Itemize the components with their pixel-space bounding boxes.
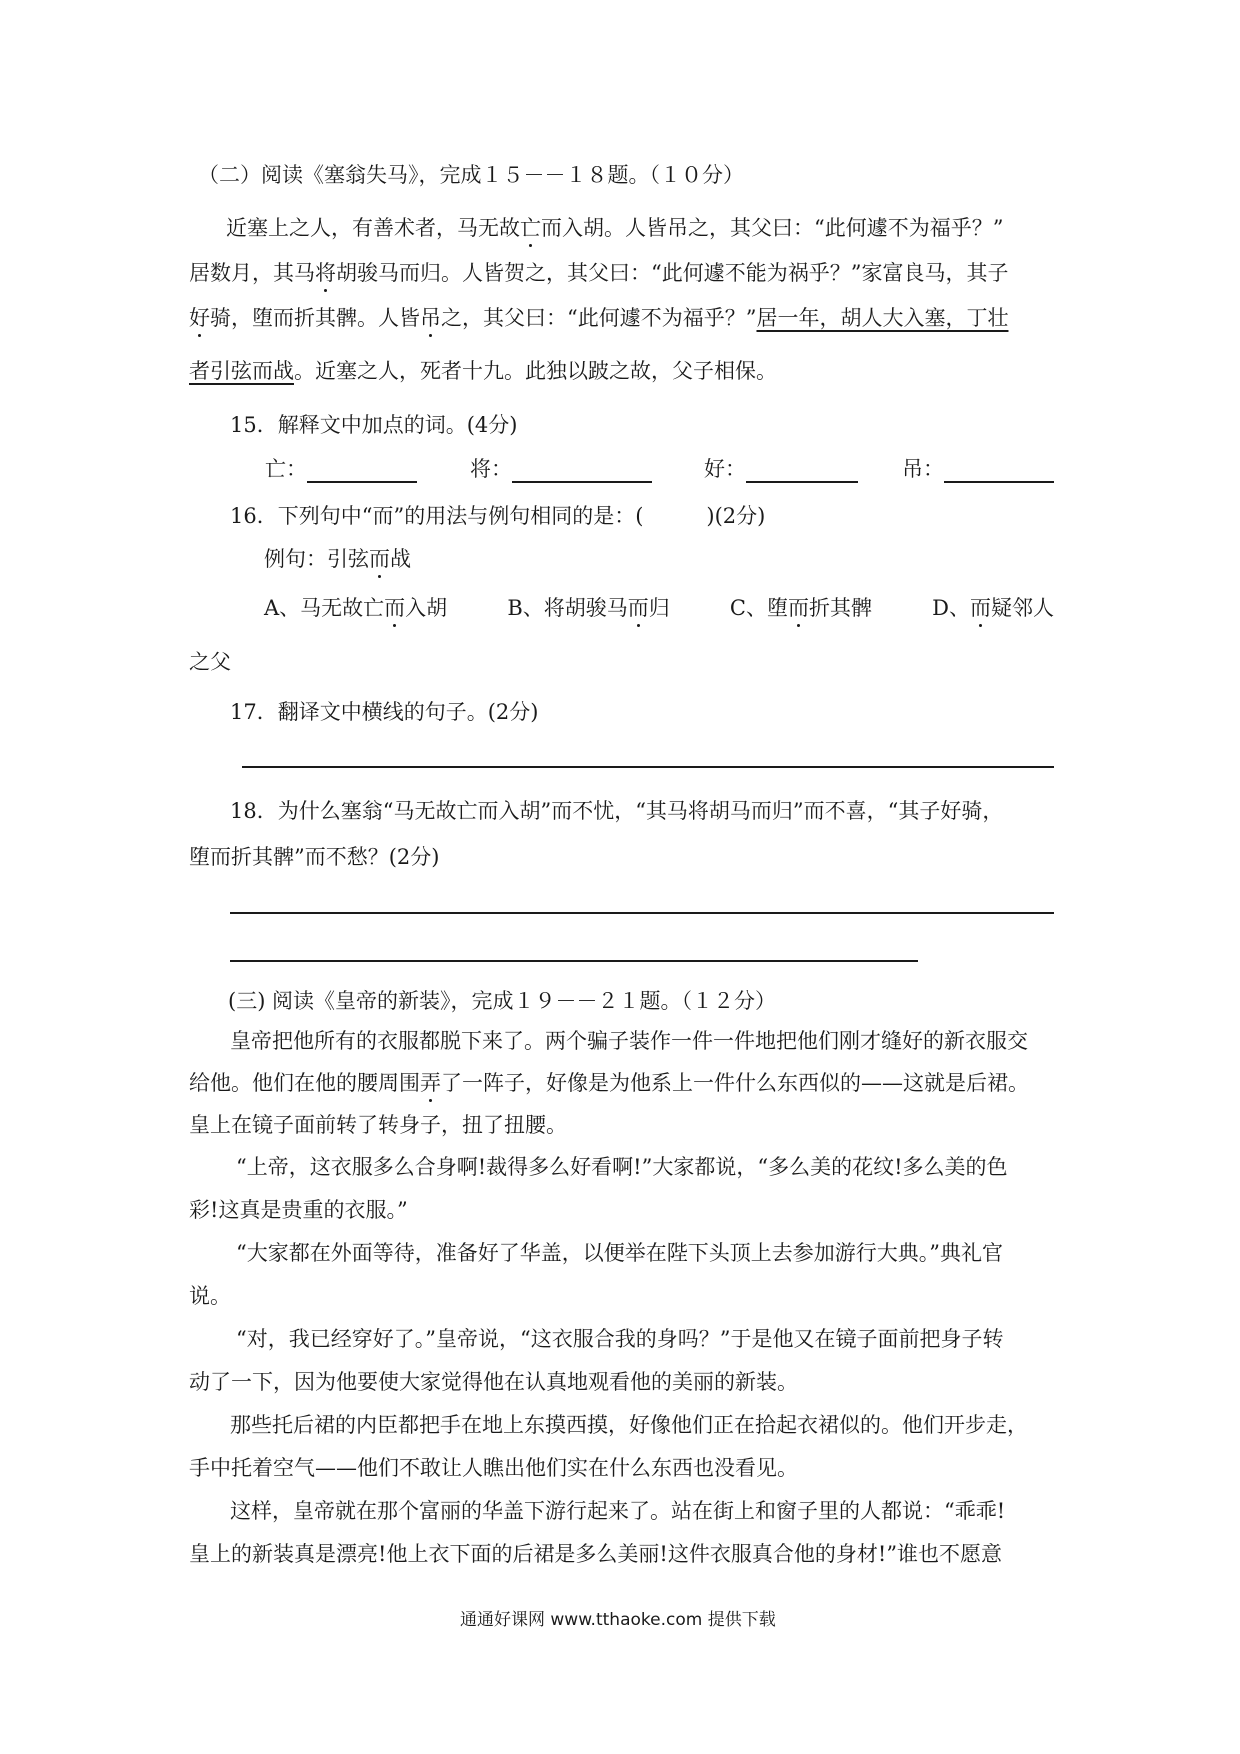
passage3-line-3: 皇上在镜子面前转了转身子，扭了扭腰。 bbox=[189, 1113, 567, 1137]
q15-blank-4: 吊： bbox=[902, 455, 1054, 483]
option-d[interactable]: D、而疑邻人 bbox=[932, 596, 1054, 620]
passage3-line-11: 手中托着空气——他们不敢让人瞧出他们实在什么东西也没看见。 bbox=[189, 1456, 798, 1480]
question-18-line-2: 堕而折其髀”而不愁？(2分) bbox=[189, 845, 440, 869]
footer-download-note: 通通好课网 www.tthaoke.com 提供下载 bbox=[460, 1610, 776, 1630]
q15-blank-2: 将： bbox=[470, 455, 652, 483]
dotted-word-wang: 亡 bbox=[520, 216, 541, 240]
option-a[interactable]: A、马无故亡而入胡 bbox=[264, 596, 448, 620]
answer-blank[interactable] bbox=[746, 461, 858, 483]
passage3-line-9: 动了一下，因为他要使大家觉得他在认真地观看他的美丽的新装。 bbox=[189, 1370, 798, 1394]
underlined-sentence-part1: 居一年，胡人大入塞，丁壮 bbox=[756, 306, 1009, 330]
dotted-word-hao: 好 bbox=[189, 306, 210, 330]
passage-line-4: 者引弦而战。近塞之人，死者十九。此独以跛之故，父子相保。 bbox=[189, 359, 777, 383]
dotted-word-diao: 吊 bbox=[420, 306, 441, 330]
section3-heading: (三) 阅读《皇帝的新装》，完成１９－－２１题。（１２分） bbox=[228, 989, 777, 1013]
passage3-line-4: “上帝，这衣服多么合身啊!裁得多么好看啊!”大家都说，“多么美的花纹!多么美的色 bbox=[236, 1155, 1008, 1179]
question-17: 17．翻译文中横线的句子。(2分) bbox=[230, 700, 539, 724]
passage3-line-8: “对，我已经穿好了。”皇帝说，“这衣服合我的身吗？”于是他又在镜子面前把身子转 bbox=[236, 1327, 1004, 1351]
q15-blank-3: 好： bbox=[704, 455, 858, 483]
passage3-line-7: 说。 bbox=[189, 1284, 231, 1308]
answer-line[interactable] bbox=[230, 912, 1054, 914]
passage3-line-5: 彩!这真是贵重的衣服。” bbox=[189, 1198, 408, 1222]
q16-options bbox=[264, 594, 1054, 622]
passage3-line-1: 皇帝把他所有的衣服都脱下来了。两个骗子装作一件一件地把他们刚才缝好的新衣服交 bbox=[230, 1029, 1028, 1053]
answer-line[interactable] bbox=[242, 766, 1054, 768]
option-c[interactable]: C、堕而折其髀 bbox=[729, 596, 872, 620]
passage3-line-2: 给他。他们在他的腰周围弄了一阵子，好像是为他系上一件什么东西似的——这就是后裙。 bbox=[189, 1071, 1029, 1095]
passage-line-3: 好骑，堕而折其髀。人皆吊之，其父曰：“此何遽不为福乎？”居一年，胡人大入塞，丁壮 bbox=[189, 306, 1009, 330]
passage3-line-13: 皇上的新装真是漂亮!他上衣下面的后裙是多么美丽!这件衣服真合他的身材!”谁也不愿意 bbox=[189, 1542, 1003, 1566]
answer-blank[interactable] bbox=[944, 461, 1054, 483]
q16-example: 例句：引弦而战 bbox=[264, 547, 411, 571]
passage-line-2: 居数月，其马将胡骏马而归。人皆贺之，其父曰：“此何遽不能为祸乎？”家富良马，其子 bbox=[189, 261, 1009, 285]
underlined-sentence-part2: 者引弦而战 bbox=[189, 359, 294, 383]
passage3-line-10: 那些托后裙的内臣都把手在地上东摸西摸，好像他们正在拾起衣裙似的。他们开步走， bbox=[230, 1413, 1028, 1437]
dotted-word-jiang: 将 bbox=[315, 261, 336, 285]
passage3-line-6: “大家都在外面等待，准备好了华盖，以便举在陛下头顶上去参加游行大典。”典礼官 bbox=[236, 1241, 1003, 1265]
section2-heading: （二）阅读《塞翁失马》，完成１５－－１８题。（１０分） bbox=[198, 163, 744, 187]
question-16: 16．下列句中“而”的用法与例句相同的是：( )(2分) bbox=[230, 504, 766, 528]
answer-line[interactable] bbox=[230, 960, 918, 962]
question-15: 15．解释文中加点的词。(4分) bbox=[230, 413, 518, 437]
dotted-word-nong: 弄 bbox=[420, 1071, 441, 1095]
q16-continuation: 之父 bbox=[189, 650, 231, 674]
answer-blank[interactable] bbox=[307, 461, 417, 483]
option-b[interactable]: B、将胡骏马而归 bbox=[507, 596, 670, 620]
passage3-line-12: 这样，皇帝就在那个富丽的华盖下游行起来了。站在街上和窗子里的人都说：“乖乖! bbox=[230, 1499, 1006, 1523]
question-18-line-1: 18．为什么塞翁“马无故亡而入胡”而不忧，“其马将胡马而归”而不喜，“其子好骑， bbox=[230, 799, 1004, 823]
q15-blank-1: 亡： bbox=[265, 455, 417, 483]
passage-line-1: 近塞上之人，有善术者，马无故亡而入胡。人皆吊之，其父曰：“此何遽不为福乎？” bbox=[226, 216, 1004, 240]
answer-blank[interactable] bbox=[512, 461, 652, 483]
